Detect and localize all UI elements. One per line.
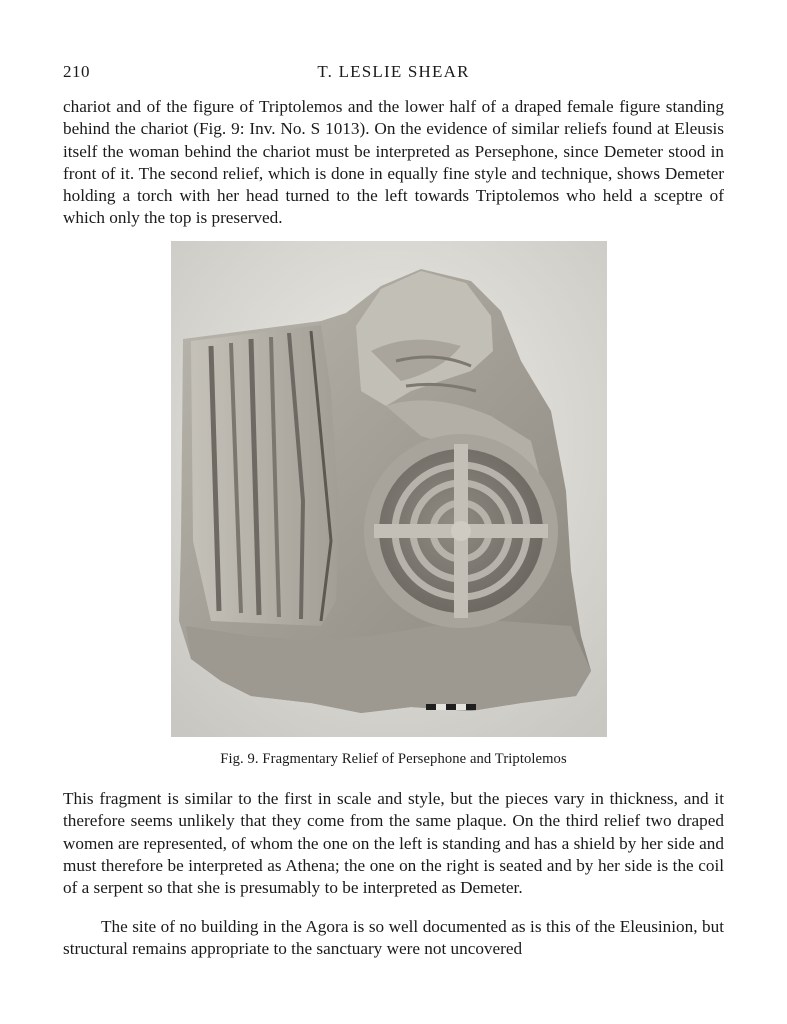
page-number: 210 [63, 62, 90, 81]
body-paragraph: chariot and of the figure of Triptolemos and the lower half of a draped female figure standing behind the chariot (Fig. 9: Inv. No. S 1013). On the evidence of similar reliefs found at Eleusis itself the woman behind the chariot must be interpreted as Persephone, since Demeter stood in front of it. The second relief, which is done in equally fine style and technique, shows Demeter holding a torch with her head turned to the left towards Triptolemos who held a sceptre of which only the top is preserved. [63, 97, 724, 228]
body-paragraph: The site of no building in the Agora is so well documented as is this of the Eleusinion, but structural remains appropriate to the sanctuary were not uncovered [63, 917, 724, 959]
drapery-figure [191, 325, 339, 626]
scale-bar [426, 704, 476, 710]
running-head: T. LESLIE SHEAR [317, 62, 470, 81]
figure-caption: Fig. 9. Fragmentary Relief of Persephone and Triptolemos [220, 751, 567, 767]
chariot-wheel [364, 434, 558, 628]
relief-photograph [171, 241, 607, 737]
body-paragraph: This fragment is similar to the first in scale and style, but the pieces vary in thickness, and it therefore seems unlikely that they come from the same plaque. On the third relief two draped women are represented, of whom the one on the left is standing and has a shield by her side and must therefore be interpreted as Athena; the one on the right is seated and by her side is the coil of a serpent so that she is presumably to be interpreted as Demeter. [63, 789, 724, 898]
